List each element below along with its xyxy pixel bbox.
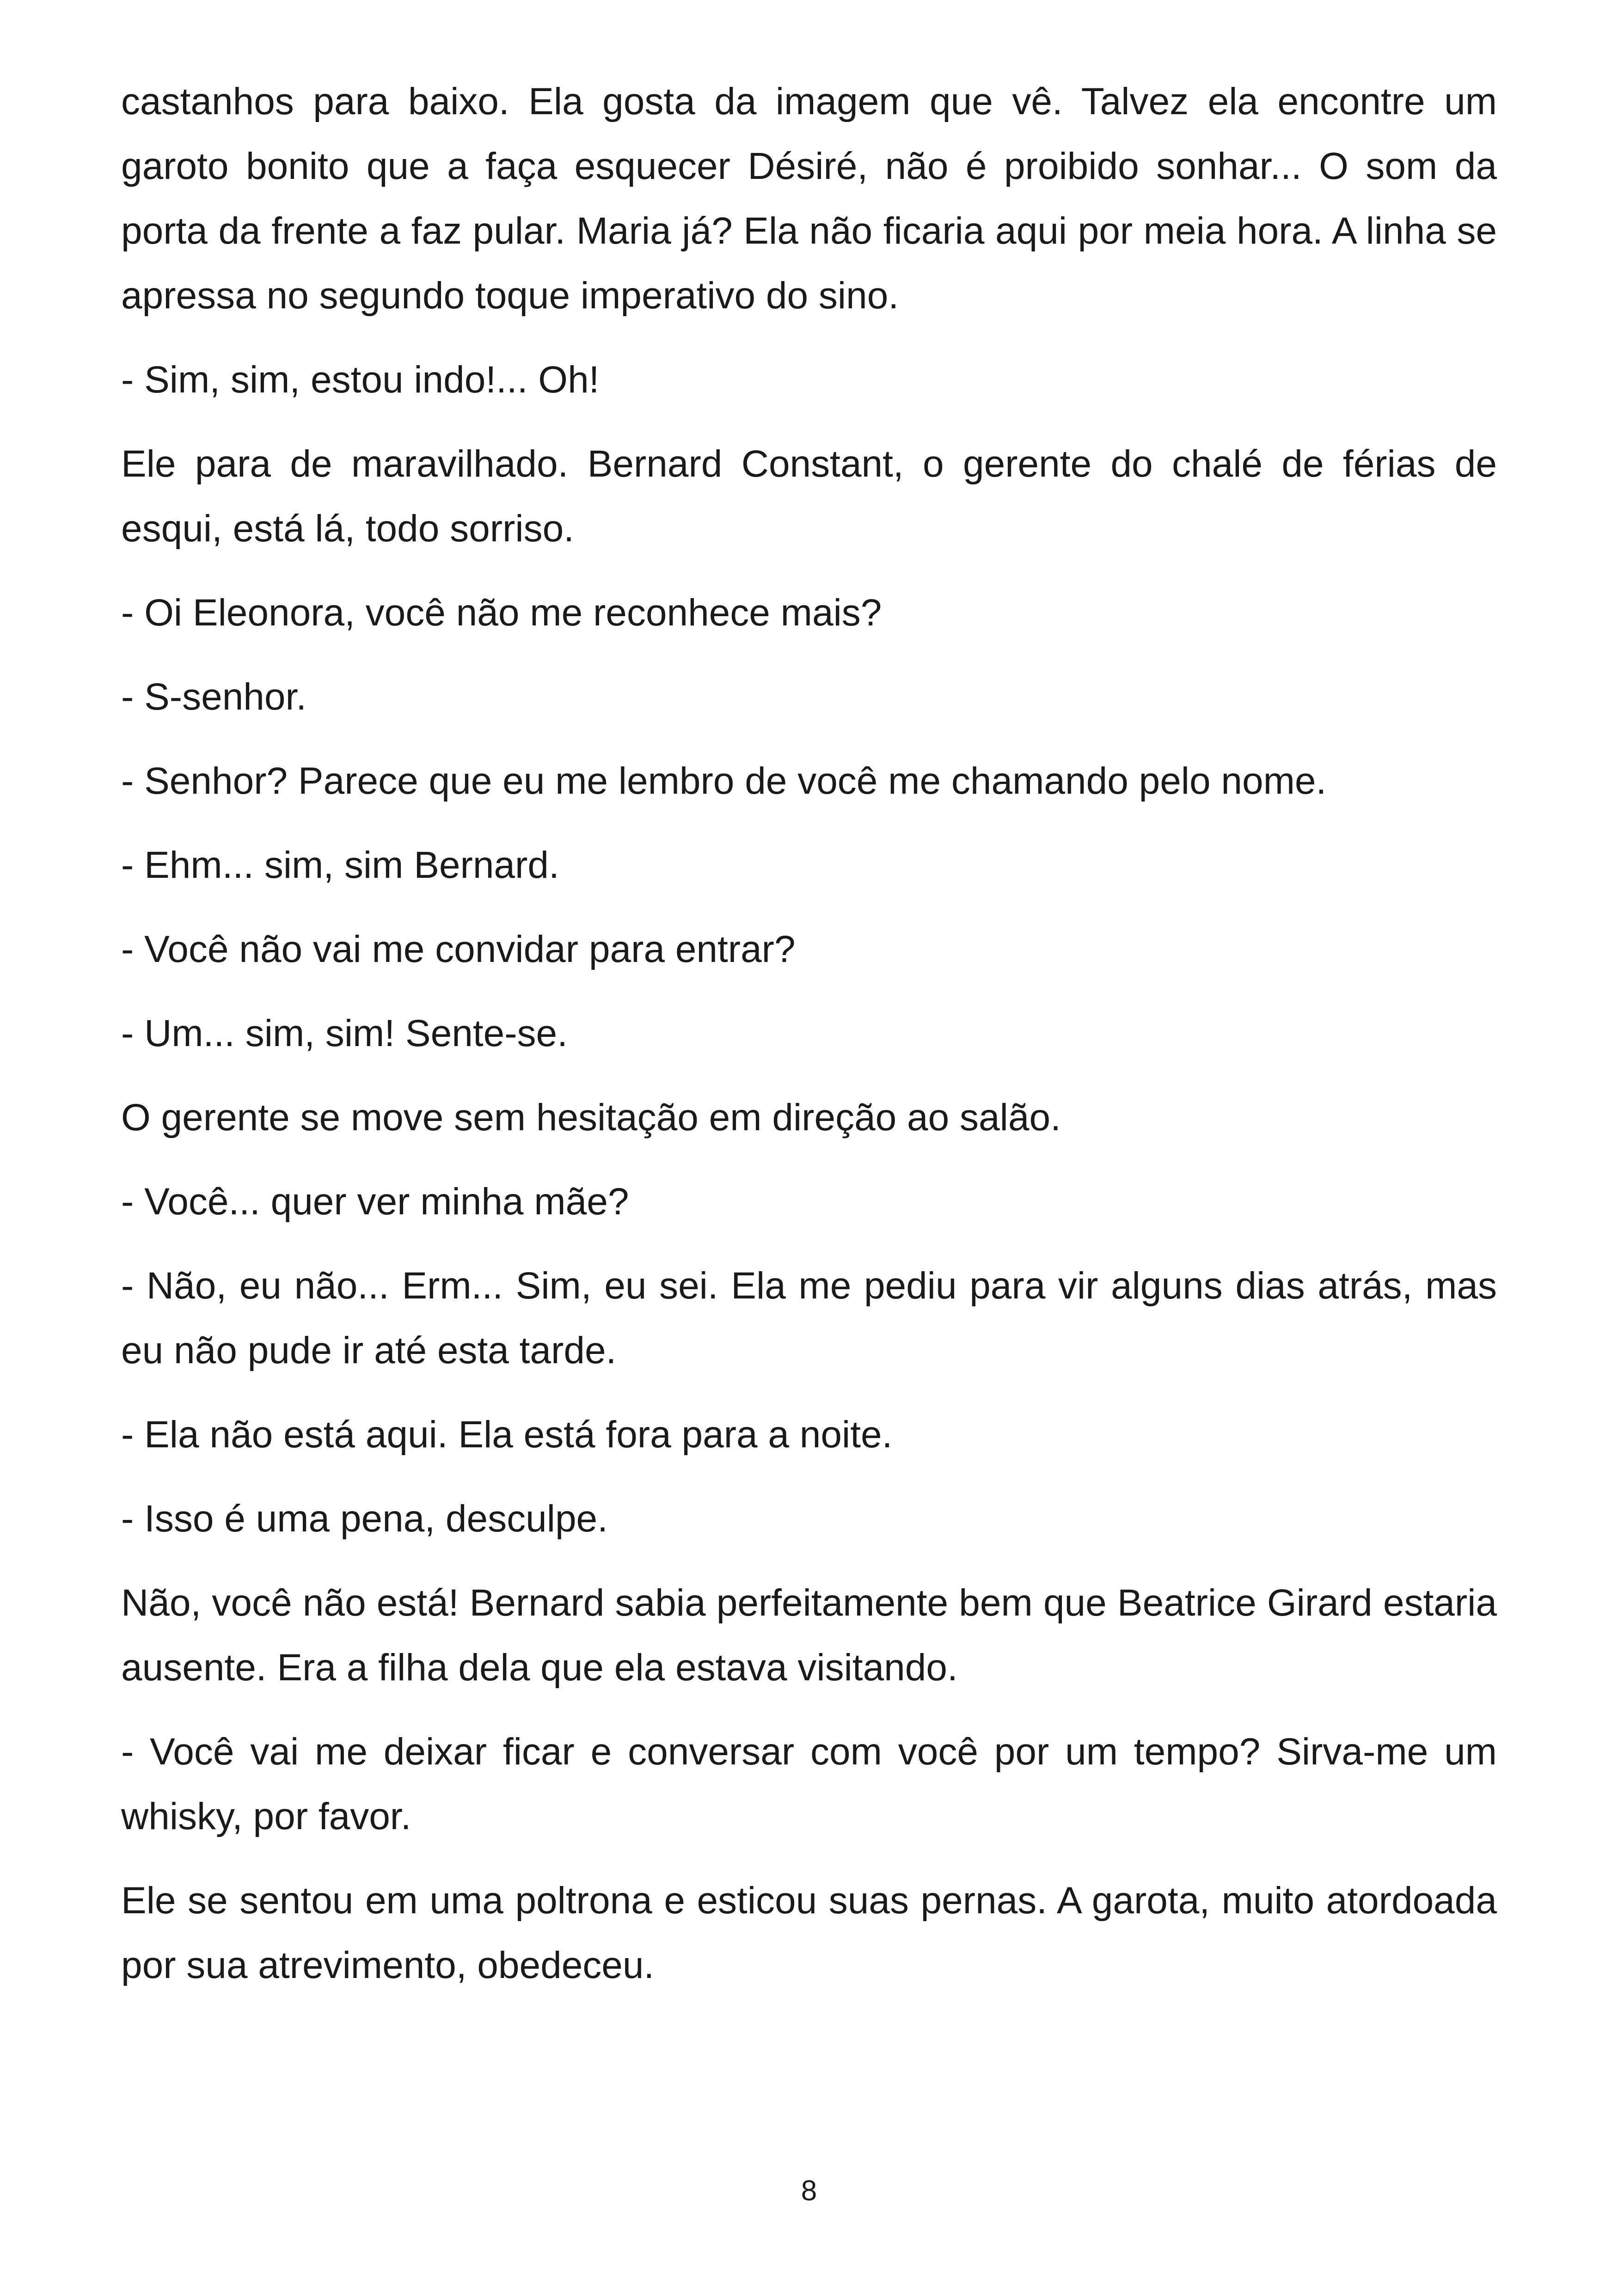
dialogue-line: - Você não vai me convidar para entrar? bbox=[121, 928, 796, 970]
paragraph: O gerente se move sem hesitação em direção ao salão. bbox=[121, 1096, 1061, 1139]
dialogue-line: - Um... sim, sim! Sente-se. bbox=[121, 1012, 568, 1054]
dialogue-line: - Ela não está aqui. Ela está fora para a noite. bbox=[121, 1414, 893, 1456]
paragraph: Ele se sentou em uma poltrona e esticou suas pernas. A garota, muito atordoada por sua atrevimento, obedeceu. bbox=[121, 1880, 1497, 1986]
dialogue-line: - Sim, sim, estou indo!... Oh! bbox=[121, 359, 600, 401]
dialogue-line: - Senhor? Parece que eu me lembro de você me chamando pelo nome. bbox=[121, 760, 1327, 802]
page-number: 8 bbox=[801, 2175, 817, 2207]
paragraph: Ele para de maravilhado. Bernard Constant, o gerente do chalé de férias de esqui, está lá, todo sorriso. bbox=[121, 443, 1497, 550]
page-body bbox=[121, 69, 1497, 2017]
dialogue-line: - Você... quer ver minha mãe? bbox=[121, 1181, 629, 1223]
dialogue-line: - Ehm... sim, sim Bernard. bbox=[121, 844, 559, 886]
dialogue-line: - Isso é uma pena, desculpe. bbox=[121, 1498, 608, 1540]
dialogue-line: - Oi Eleonora, você não me reconhece mais? bbox=[121, 592, 882, 634]
paragraph: Não, você não está! Bernard sabia perfeitamente bem que Beatrice Girard estaria ausente. Era a filha dela que ela estava visitando. bbox=[121, 1582, 1497, 1689]
dialogue-line: - Não, eu não... Erm... Sim, eu sei. Ela me pediu para vir alguns dias atrás, mas eu não pude ir até esta tarde. bbox=[121, 1265, 1497, 1371]
dialogue-line: - S-senhor. bbox=[121, 676, 307, 718]
paragraph: castanhos para baixo. Ela gosta da imagem que vê. Talvez ela encontre um garoto bonito que a faça esquecer Désiré, não é proibido sonhar... O som da porta da frente a faz pular. Maria já? Ela não ficaria aqui por meia hora. A linha se apressa no segundo toque imperativo do sino. bbox=[121, 80, 1497, 317]
dialogue-line: - Você vai me deixar ficar e conversar com você por um tempo? Sirva-me um whisky, por favor. bbox=[121, 1731, 1497, 1837]
